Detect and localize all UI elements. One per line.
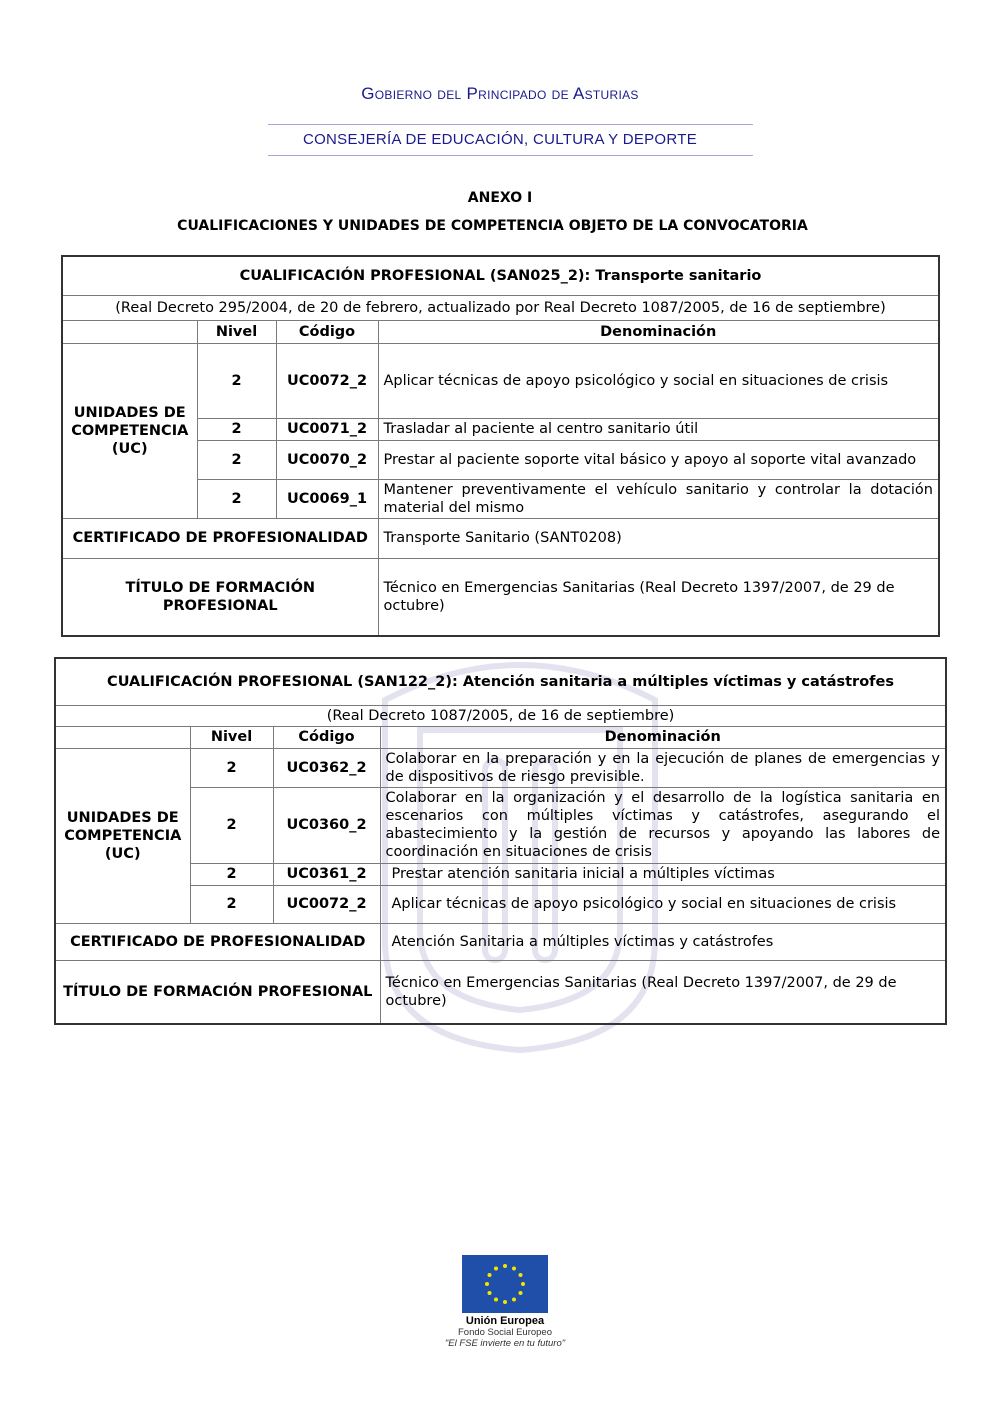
row-label-certificado: CERTIFICADO DE PROFESIONALIDAD — [62, 518, 378, 558]
table-row — [55, 923, 946, 960]
column-header-denominacion: Denominación — [380, 726, 946, 748]
certificado-value: Transporte Sanitario (SANT0208) — [378, 518, 939, 558]
unit-codigo: UC0071_2 — [276, 418, 378, 440]
unit-codigo: UC0362_2 — [273, 748, 380, 787]
qualification-decree: (Real Decreto 1087/2005, de 16 de septiembre) — [55, 705, 946, 726]
column-header-codigo: Código — [276, 320, 378, 343]
unit-codigo: UC0360_2 — [273, 787, 380, 863]
eu-fse-logo — [420, 1255, 590, 1349]
table-row — [55, 748, 946, 787]
titulo-value: Técnico en Emergencias Sanitarias (Real Decreto 1397/2007, de 29 de octubre) — [378, 558, 939, 636]
empty-header-cell — [55, 726, 190, 748]
column-header-codigo: Código — [273, 726, 380, 748]
unit-nivel: 2 — [190, 885, 273, 923]
unit-denominacion: Trasladar al paciente al centro sanitario útil — [378, 418, 939, 440]
row-label-unidades: UNIDADES DE COMPETENCIA (UC) — [55, 748, 190, 923]
unit-denominacion: Mantener preventivamente el vehículo sanitario y controlar la dotación material del mismo — [378, 479, 939, 518]
column-header-nivel: Nivel — [197, 320, 276, 343]
fse-fund-label: Fondo Social Europeo — [457, 1327, 552, 1338]
header-divider — [268, 155, 753, 156]
certificado-value: Atención Sanitaria a múltiples víctimas y catástrofes — [380, 923, 946, 960]
annex-title: ANEXO I — [467, 190, 533, 206]
eu-label: Unión Europea — [465, 1315, 545, 1327]
row-label-titulo: TÍTULO DE FORMACIÓN PROFESIONAL — [55, 960, 380, 1024]
government-header: Gobierno del Principado de Asturias — [361, 84, 639, 103]
unit-codigo: UC0072_2 — [273, 885, 380, 923]
unit-denominacion: Prestar al paciente soporte vital básico y apoyo al soporte vital avanzado — [378, 440, 939, 479]
titulo-value: Técnico en Emergencias Sanitarias (Real Decreto 1397/2007, de 29 de octubre) — [380, 960, 946, 1024]
unit-nivel: 2 — [190, 863, 273, 885]
unit-denominacion: Aplicar técnicas de apoyo psicológico y social en situaciones de crisis — [380, 885, 946, 923]
qualification-decree: (Real Decreto 295/2004, de 20 de febrero, actualizado por Real Decreto 1087/2005, de 16 de septiembre) — [62, 295, 939, 320]
unit-nivel: 2 — [197, 479, 276, 518]
unit-nivel: 2 — [197, 343, 276, 418]
unit-codigo: UC0069_1 — [276, 479, 378, 518]
column-header-nivel: Nivel — [190, 726, 273, 748]
table-row — [62, 518, 939, 558]
unit-denominacion: Aplicar técnicas de apoyo psicológico y social en situaciones de crisis — [378, 343, 939, 418]
fse-slogan: "El FSE invierte en tu futuro" — [444, 1338, 566, 1349]
qualification-title: CUALIFICACIÓN PROFESIONAL (SAN025_2): Transporte sanitario — [62, 256, 939, 295]
document-title: CUALIFICACIONES Y UNIDADES DE COMPETENCIA OBJETO DE LA CONVOCATORIA — [177, 218, 808, 234]
qualification-table-san025 — [61, 255, 940, 637]
row-label-unidades: UNIDADES DE COMPETENCIA (UC) — [62, 343, 197, 518]
unit-denominacion: Colaborar en la organización y el desarrollo de la logística sanitaria en escenarios con múltiples víctimas y catástrofes, asegurando el abastecimiento y la gestión de recursos y apoyando las labores de coordinación en situaciones de crisis — [380, 787, 946, 863]
unit-codigo: UC0070_2 — [276, 440, 378, 479]
eu-flag-icon — [462, 1255, 548, 1313]
unit-nivel: 2 — [197, 440, 276, 479]
unit-nivel: 2 — [190, 787, 273, 863]
unit-denominacion: Colaborar en la preparación y en la ejecución de planes de emergencias y de dispositivos de riesgo previsible. — [380, 748, 946, 787]
unit-codigo: UC0072_2 — [276, 343, 378, 418]
table-row — [62, 558, 939, 636]
qualification-title: CUALIFICACIÓN PROFESIONAL (SAN122_2): Atención sanitaria a múltiples víctimas y catástrofes — [55, 658, 946, 705]
department-header: CONSEJERÍA DE EDUCACIÓN, CULTURA Y DEPORTE — [302, 131, 698, 148]
row-label-titulo: TÍTULO DE FORMACIÓN PROFESIONAL — [62, 558, 378, 636]
qualification-table-san122 — [54, 657, 947, 1025]
table-row — [55, 960, 946, 1024]
column-header-denominacion: Denominación — [378, 320, 939, 343]
unit-denominacion: Prestar atención sanitaria inicial a múltiples víctimas — [380, 863, 946, 885]
table-row — [62, 343, 939, 418]
header-divider — [268, 124, 753, 125]
unit-nivel: 2 — [190, 748, 273, 787]
empty-header-cell — [62, 320, 197, 343]
row-label-certificado: CERTIFICADO DE PROFESIONALIDAD — [55, 923, 380, 960]
unit-codigo: UC0361_2 — [273, 863, 380, 885]
unit-nivel: 2 — [197, 418, 276, 440]
